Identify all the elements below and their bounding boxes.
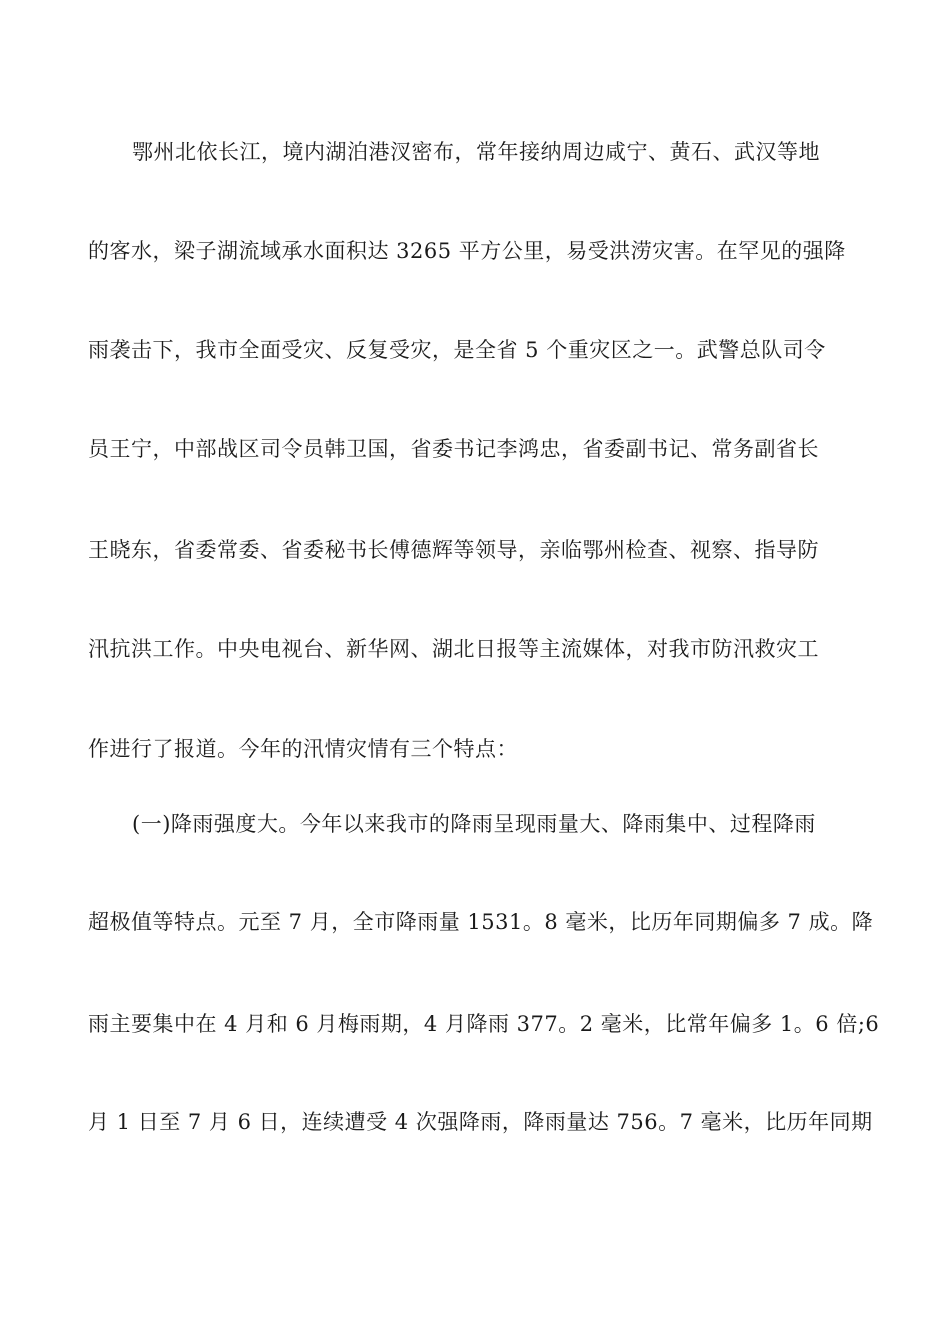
paragraph-1-line-5: 王晓东，省委常委、省委秘书长傅德辉等领导，亲临鄂州检查、视察、指导防 <box>88 538 819 562</box>
paragraph-2-line-2: 超极值等特点。元至 7 月，全市降雨量 1531。8 毫米，比历年同期偏多 7 成。降 <box>88 910 874 934</box>
paragraph-1-line-4: 员王宁，中部战区司令员韩卫国，省委书记李鸿忠，省委副书记、常务副省长 <box>88 437 819 461</box>
paragraph-2-line-1: (一)降雨强度大。今年以来我市的降雨呈现雨量大、降雨集中、过程降雨 <box>132 812 816 836</box>
paragraph-2-line-4: 月 1 日至 7 月 6 日，连续遭受 4 次强降雨，降雨量达 756。7 毫米，比历年同期 <box>88 1110 873 1134</box>
paragraph-1-line-2: 的客水，梁子湖流域承水面积达 3265 平方公里，易受洪涝灾害。在罕见的强降 <box>88 239 846 263</box>
paragraph-1-line-6: 汛抗洪工作。中央电视台、新华网、湖北日报等主流媒体，对我市防汛救灾工 <box>88 637 819 661</box>
paragraph-1-line-7: 作进行了报道。今年的汛情灾情有三个特点： <box>88 737 518 761</box>
paragraph-1-line-3: 雨袭击下，我市全面受灾、反复受灾，是全省 5 个重灾区之一。武警总队司令 <box>88 338 826 362</box>
paragraph-2-line-3: 雨主要集中在 4 月和 6 月梅雨期，4 月降雨 377。2 毫米，比常年偏多 1。6 倍;6 <box>88 1012 880 1036</box>
paragraph-1-line-1: 鄂州北依长江，境内湖泊港汊密布，常年接纳周边咸宁、黄石、武汉等地 <box>132 140 820 164</box>
